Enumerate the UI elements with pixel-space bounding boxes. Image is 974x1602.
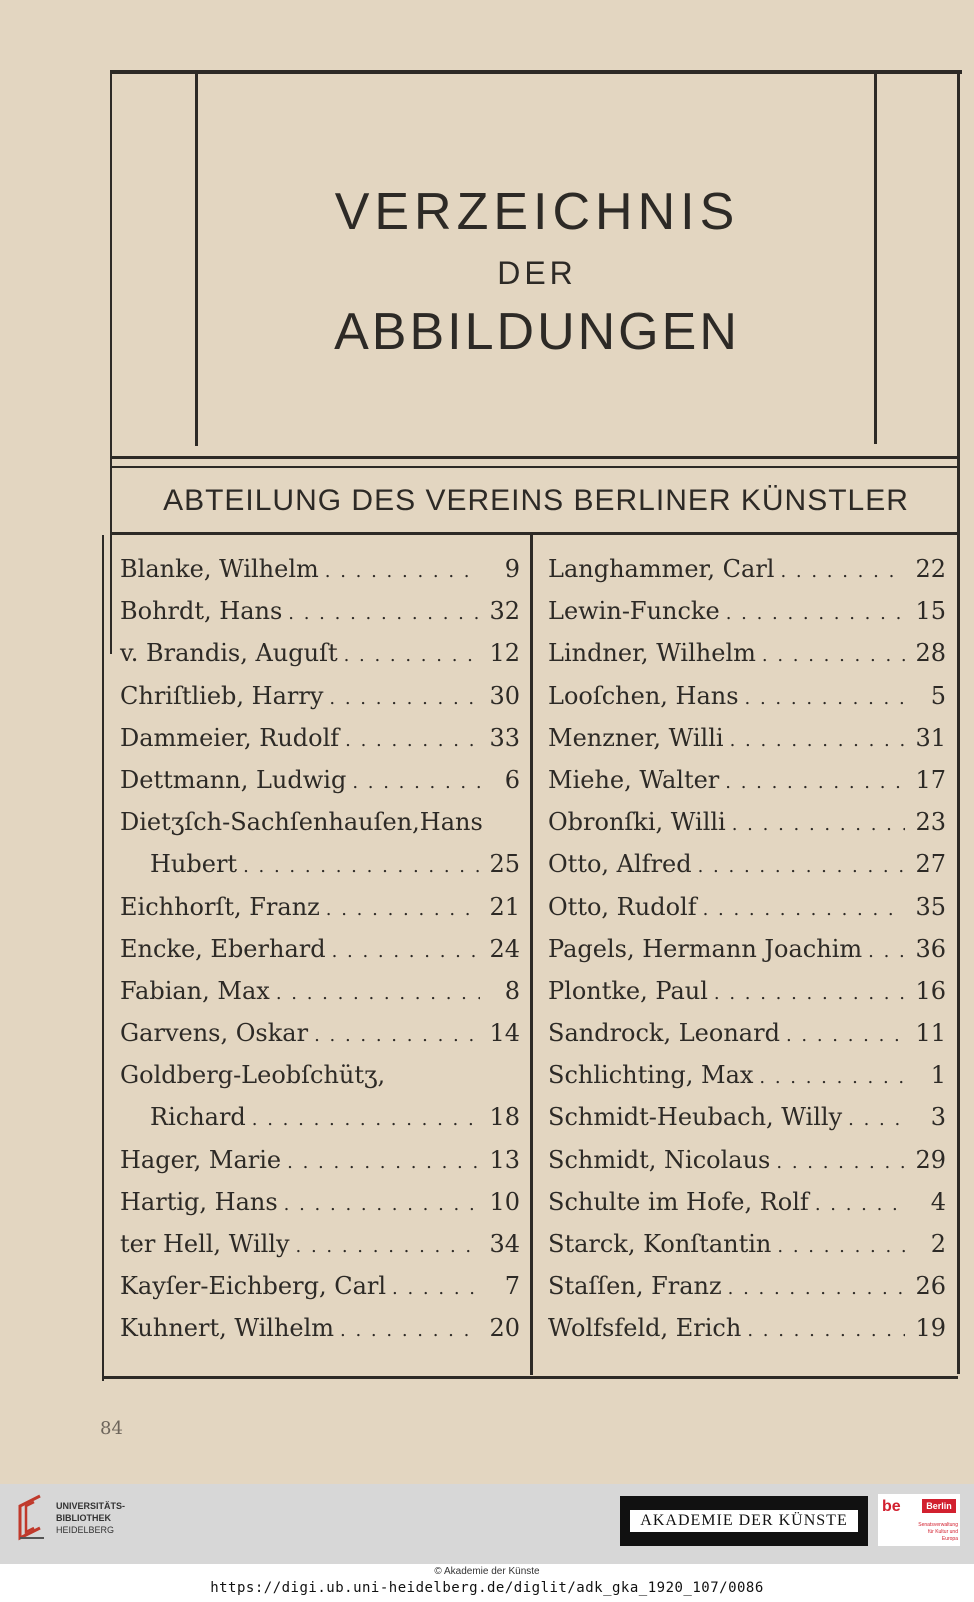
entry-name: Pagels, Hermann Joachim xyxy=(548,934,863,963)
index-entry xyxy=(120,639,520,681)
index-entry xyxy=(120,597,520,639)
entry-name: Bohrdt, Hans xyxy=(120,597,283,626)
entry-name: Dettmann, Ludwig xyxy=(120,765,347,794)
leader-dots xyxy=(728,1278,906,1299)
entry-name: Hubert xyxy=(150,850,238,879)
index-entry xyxy=(120,1061,520,1103)
entry-page-number: 27 xyxy=(915,850,946,879)
viewer-footer xyxy=(0,1484,974,1564)
entry-name: Langhammer, Carl xyxy=(548,555,775,583)
entry-page-number: 9 xyxy=(504,555,520,583)
leader-dots xyxy=(777,1236,906,1257)
index-entry xyxy=(548,555,946,597)
index-entry xyxy=(120,1019,520,1061)
index-entry xyxy=(548,850,946,892)
section-rule xyxy=(112,532,960,535)
index-entry xyxy=(548,1103,946,1145)
entry-page-number: 22 xyxy=(915,555,946,583)
entry-page-number: 18 xyxy=(489,1103,520,1132)
heading-double-rule-upper xyxy=(112,456,960,459)
index-entry xyxy=(548,1061,946,1103)
leader-dots xyxy=(698,856,906,877)
leader-dots xyxy=(732,814,906,835)
leader-dots xyxy=(780,561,905,582)
index-entry xyxy=(120,1146,520,1188)
entry-page-number: 32 xyxy=(489,597,520,626)
frame-top-rule xyxy=(110,70,962,74)
entry-page-number: 8 xyxy=(504,976,520,1005)
leader-dots xyxy=(296,1236,480,1257)
entry-name: Sandrock, Leonard xyxy=(548,1019,780,1048)
entry-page-number: 10 xyxy=(489,1187,520,1216)
entry-name: Schlichting, Max xyxy=(548,1061,754,1090)
entry-page-number: 1 xyxy=(930,1061,946,1090)
right-index-column xyxy=(548,555,946,1357)
entry-page-number: 15 xyxy=(915,597,946,626)
entry-page-number: 7 xyxy=(504,1272,520,1301)
berlin-subtitle: Senatsverwaltung für Kultur und Europa xyxy=(918,1522,958,1542)
berlin-label: Berlin xyxy=(922,1499,956,1513)
index-entry xyxy=(548,724,946,766)
leader-dots xyxy=(326,899,480,920)
entry-name: Obronſki, Willi xyxy=(548,808,726,837)
leader-dots xyxy=(325,561,480,582)
entry-page-number: 33 xyxy=(489,723,520,752)
index-entry xyxy=(548,1019,946,1061)
leader-dots xyxy=(332,941,480,962)
frame-left-rule xyxy=(110,74,112,654)
index-entry xyxy=(120,724,520,766)
entry-name: Richard xyxy=(150,1103,246,1132)
leader-dots xyxy=(848,1109,906,1130)
entry-page-number: 5 xyxy=(930,681,946,710)
heading-verzeichnis: VERZEICHNIS xyxy=(334,183,740,241)
index-entry xyxy=(120,555,520,597)
entry-name: Menzner, Willi xyxy=(548,723,724,752)
entry-name: Kuhnert, Wilhelm xyxy=(120,1314,335,1343)
leader-dots xyxy=(815,1194,906,1215)
entry-page-number: 21 xyxy=(489,892,520,921)
leader-dots xyxy=(288,603,479,624)
leader-dots xyxy=(252,1109,480,1130)
entry-name: Lewin-Funcke xyxy=(548,597,720,626)
index-entry xyxy=(548,1188,946,1230)
index-entry xyxy=(120,850,520,892)
university-library-name[interactable] xyxy=(56,1500,125,1536)
entry-page-number: 17 xyxy=(915,765,946,794)
entry-page-number: 11 xyxy=(915,1019,946,1048)
leader-dots xyxy=(276,983,480,1004)
list-bottom-rule xyxy=(102,1376,958,1379)
copyright-notice: © Akademie der Künste xyxy=(434,1566,540,1577)
entry-name: Blanke, Wilhelm xyxy=(120,555,319,583)
index-entry xyxy=(120,1272,520,1314)
entry-name: Starck, Konſtantin xyxy=(548,1230,772,1258)
index-entry xyxy=(548,639,946,681)
entry-page-number: 24 xyxy=(489,934,520,963)
index-entry xyxy=(548,1314,946,1356)
leader-dots xyxy=(392,1278,480,1299)
entry-name: Otto, Rudolf xyxy=(548,892,697,921)
index-entry xyxy=(120,893,520,935)
leader-dots xyxy=(730,730,906,751)
index-entry xyxy=(548,893,946,935)
section-title: ABTEILUNG DES VEREINS BERLINER KÜNSTLER xyxy=(163,484,909,517)
entry-name: Eichhorſt, Franz xyxy=(120,892,320,921)
entry-page-number: 31 xyxy=(915,723,946,752)
page-number: 84 xyxy=(100,1418,123,1439)
entry-page-number: 6 xyxy=(504,765,520,794)
entry-page-number: 26 xyxy=(915,1272,946,1301)
entry-name: Otto, Alfred xyxy=(548,850,692,879)
entry-page-number: 19 xyxy=(915,1314,946,1343)
leader-dots xyxy=(340,1320,479,1341)
leader-dots xyxy=(703,899,906,920)
entry-name: Chriſtlieb, Harry xyxy=(120,681,324,710)
entry-name: Schmidt-Heubach, Willy xyxy=(548,1103,843,1132)
index-entry xyxy=(120,766,520,808)
leader-dots xyxy=(714,983,906,1004)
entry-name: Looſchen, Hans xyxy=(548,681,739,710)
index-entry xyxy=(120,1314,520,1356)
index-entry xyxy=(120,935,520,977)
akademie-label: AKADEMIE DER KÜNSTE xyxy=(630,1510,858,1532)
entry-name: Encke, Eberhard xyxy=(120,934,326,963)
entry-page-number: 36 xyxy=(915,934,946,963)
entry-name: Wolfsfeld, Erich xyxy=(548,1314,742,1343)
entry-page-number: 34 xyxy=(489,1230,520,1258)
entry-name: Staſſen, Franz xyxy=(548,1272,722,1301)
leader-dots xyxy=(344,645,480,666)
entry-name: Garvens, Oskar xyxy=(120,1019,309,1048)
index-entry xyxy=(120,977,520,1019)
index-entry xyxy=(120,682,520,724)
entry-name: Dammeier, Rudolf xyxy=(120,723,340,752)
entry-name: Hager, Marie xyxy=(120,1145,282,1174)
entry-name: Hartig, Hans xyxy=(120,1187,278,1216)
entry-name: Schulte im Hofe, Rolf xyxy=(548,1187,809,1216)
entry-name: Lindner, Wilhelm xyxy=(548,639,756,668)
entry-page-number: 25 xyxy=(489,850,520,879)
entry-page-number: 2 xyxy=(930,1230,946,1258)
heading-double-rule-lower xyxy=(112,466,960,468)
berlin-be-mark: be xyxy=(882,1498,901,1515)
index-entry xyxy=(548,935,946,977)
leader-dots xyxy=(345,730,479,751)
entry-page-number: 35 xyxy=(915,892,946,921)
entry-page-number: 4 xyxy=(930,1187,946,1216)
leader-dots xyxy=(725,772,905,793)
frame-right-rule xyxy=(957,74,960,1374)
leader-dots xyxy=(726,603,906,624)
library-line-3: HEIDELBERG xyxy=(56,1525,115,1535)
entry-page-number: 3 xyxy=(930,1103,946,1132)
library-line-1: UNIVERSITÄTS- xyxy=(56,1501,126,1511)
entry-name: Plontke, Paul xyxy=(548,976,708,1005)
list-center-rule xyxy=(530,535,533,1375)
entry-name: Miehe, Walter xyxy=(548,765,720,794)
entry-name: Dietʒſch-Sachſenhauſen,Hans xyxy=(120,808,483,837)
index-entry xyxy=(548,808,946,850)
entry-page-number: 29 xyxy=(915,1145,946,1174)
leader-dots xyxy=(776,1152,905,1173)
index-entry xyxy=(548,1230,946,1272)
leader-dots xyxy=(747,1320,905,1341)
entry-page-number: 14 xyxy=(489,1019,520,1048)
index-entry xyxy=(120,808,520,850)
permalink-url[interactable]: https://digi.ub.uni-heidelberg.de/diglit/adk_gka_1920_107/0086 xyxy=(210,1580,764,1596)
heading-box-right-rule xyxy=(874,74,877,444)
index-entry xyxy=(548,682,946,724)
index-entry xyxy=(120,1103,520,1145)
entry-page-number: 28 xyxy=(915,639,946,668)
index-entry xyxy=(548,766,946,808)
entry-name: Goldberg-Leobſchütʒ, xyxy=(120,1061,386,1090)
entry-name: Schmidt, Nicolaus xyxy=(548,1145,771,1174)
index-entry xyxy=(548,1272,946,1314)
leader-dots xyxy=(745,688,906,709)
leader-dots xyxy=(287,1152,479,1173)
university-library-logo-icon[interactable] xyxy=(10,1492,50,1546)
left-index-column xyxy=(120,555,520,1357)
leader-dots xyxy=(243,856,479,877)
entry-name: ter Hell, Willy xyxy=(120,1230,290,1258)
index-entry xyxy=(548,597,946,639)
index-entry xyxy=(548,1146,946,1188)
entry-name: Kayſer-Eichberg, Carl xyxy=(120,1272,387,1301)
entry-page-number: 16 xyxy=(915,976,946,1005)
library-line-2: BIBLIOTHEK xyxy=(56,1513,111,1523)
entry-name: v. Brandis, Auguſt xyxy=(120,639,338,668)
entry-page-number: 23 xyxy=(915,808,946,837)
index-entry xyxy=(120,1230,520,1272)
akademie-logo[interactable] xyxy=(620,1496,868,1546)
entry-page-number: 30 xyxy=(489,681,520,710)
leader-dots xyxy=(329,688,479,709)
entry-page-number: 20 xyxy=(489,1314,520,1343)
entry-name: Fabian, Max xyxy=(120,976,270,1005)
leader-dots xyxy=(762,645,906,666)
leader-dots xyxy=(759,1067,906,1088)
heading-box-left-rule xyxy=(195,74,198,446)
list-left-rule xyxy=(102,535,104,1381)
index-entry xyxy=(548,977,946,1019)
leader-dots xyxy=(314,1025,479,1046)
leader-dots xyxy=(284,1194,480,1215)
heading-der: DER xyxy=(497,255,577,291)
leader-dots xyxy=(786,1025,906,1046)
heading-abbildungen: ABBILDUNGEN xyxy=(334,303,740,361)
berlin-senate-logo[interactable] xyxy=(878,1494,960,1546)
entry-page-number: 12 xyxy=(489,639,520,668)
leader-dots xyxy=(868,941,905,962)
entry-page-number: 13 xyxy=(489,1145,520,1174)
index-entry xyxy=(120,1188,520,1230)
leader-dots xyxy=(352,772,480,793)
